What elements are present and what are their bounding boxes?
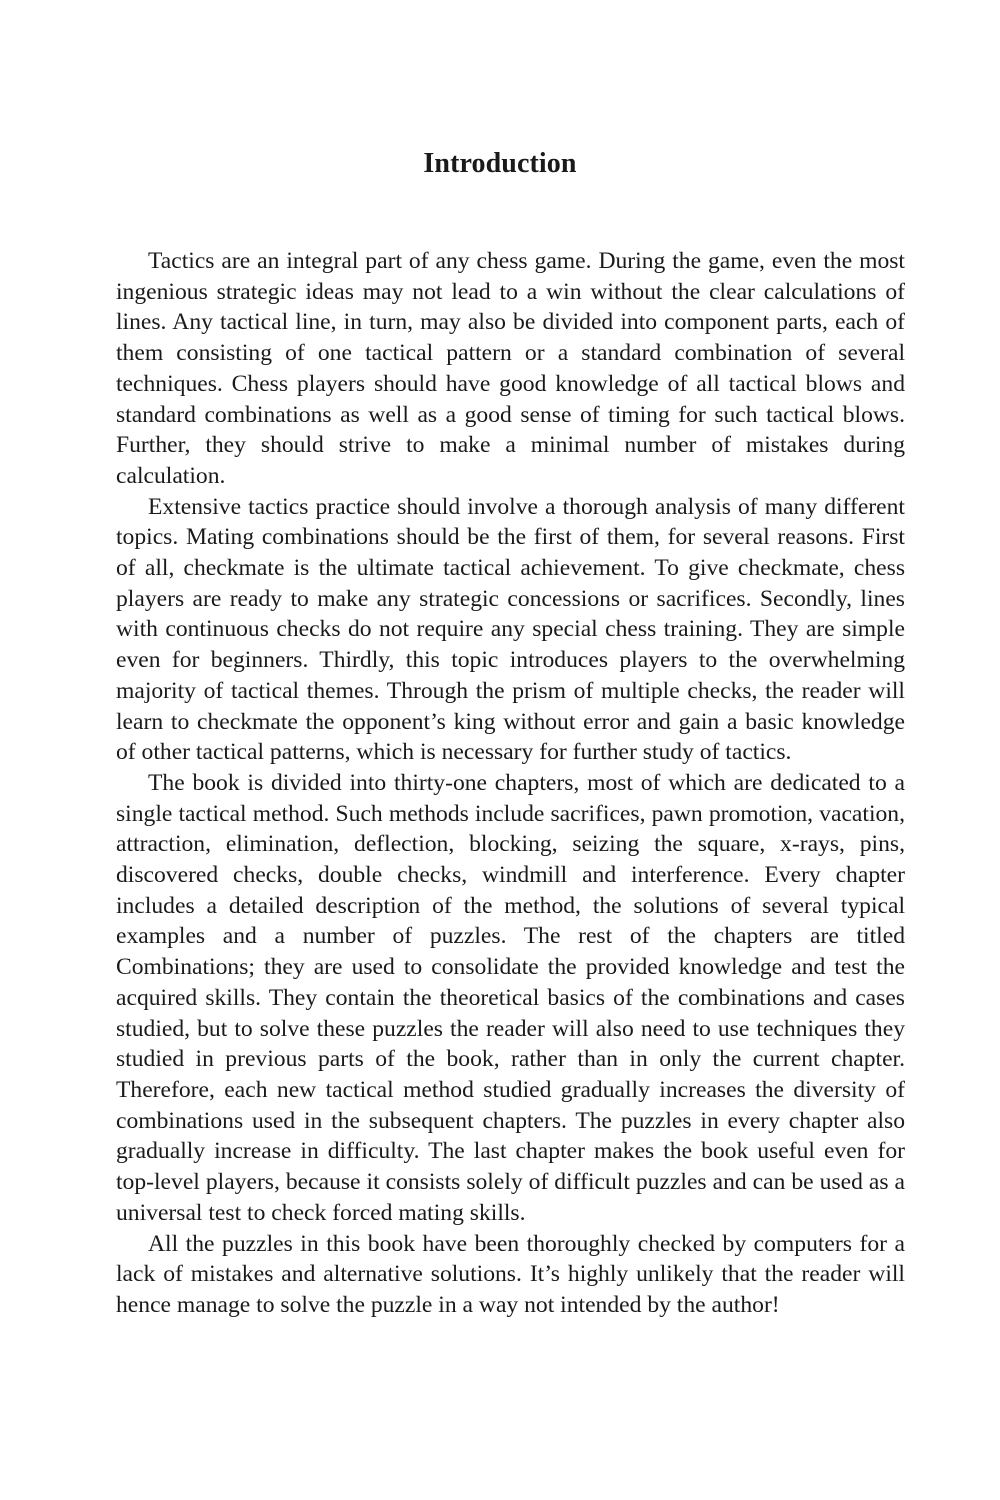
paragraph-2: Extensive tactics practice should involve a thorough analysis of many different topics. Mating combinations should be the first of them, for several reasons. First of all, checkmate is the ultimate tactical achievement. To give checkmate, chess players are ready to make any strategic concessions or sacrifices. Secondly, lines with continuous checks do not require any special chess training. They are simple even for beginners. Thirdly, this topic introduces players to the overwhelming majority of tactical themes. Through the prism of multiple checks, the reader will learn to checkmate the opponent’s king without error and gain a basic knowledge of other tactical patterns, which is necessary for further study of tactics. (116, 493, 905, 766)
paragraph-1: Tactics are an integral part of any chess game. During the game, even the most ingenious strategic ideas may not lead to a win without the clear calculations of lines. Any tactical line, in turn, may also be divided into component parts, each of them consisting of one tactical pattern or a standard combination of several techniques. Chess players should have good knowledge of all tactical blows and standard combinations as well as a good sense of timing for such tactical blows. Further, they should strive to make a minimal number of mistakes during calculation. (116, 248, 905, 489)
page-title: Introduction (423, 148, 577, 179)
paragraph-3: The book is divided into thirty-one chapters, most of which are dedicated to a single tactical method. Such methods include sacrifices, pawn promotion, vacation, attraction, elimination, deflection, blocking, seizing the square, x-rays, pins, discovered checks, double checks, windmill and interference. Every chapter includes a detailed description of the method, the solutions of several typical examples and a number of puzzles. The rest of the chapters are titled Combinations; they are used to consolidate the provided knowledge and test the acquired skills. They contain the theoretical basics of the combinations and cases studied, but to solve these puzzles the reader will also need to use techniques they studied in previous parts of the book, rather than in only the current chapter. Therefore, each new tactical method studied gradually increases the diversity of combinations used in the subsequent chapters. The puzzles in every chapter also gradually increase in difficulty. The last chapter makes the book useful even for top-level players, because it consists solely of difficult puzzles and can be used as a universal test to check forced mating skills. (116, 769, 905, 1226)
body-text (116, 246, 905, 1321)
paragraph-4: All the puzzles in this book have been thoroughly checked by computers for a lack of mistakes and alternative solutions. It’s highly unlikely that the reader will hence manage to solve the puzzle in a way not intended by the author! (116, 1230, 905, 1318)
